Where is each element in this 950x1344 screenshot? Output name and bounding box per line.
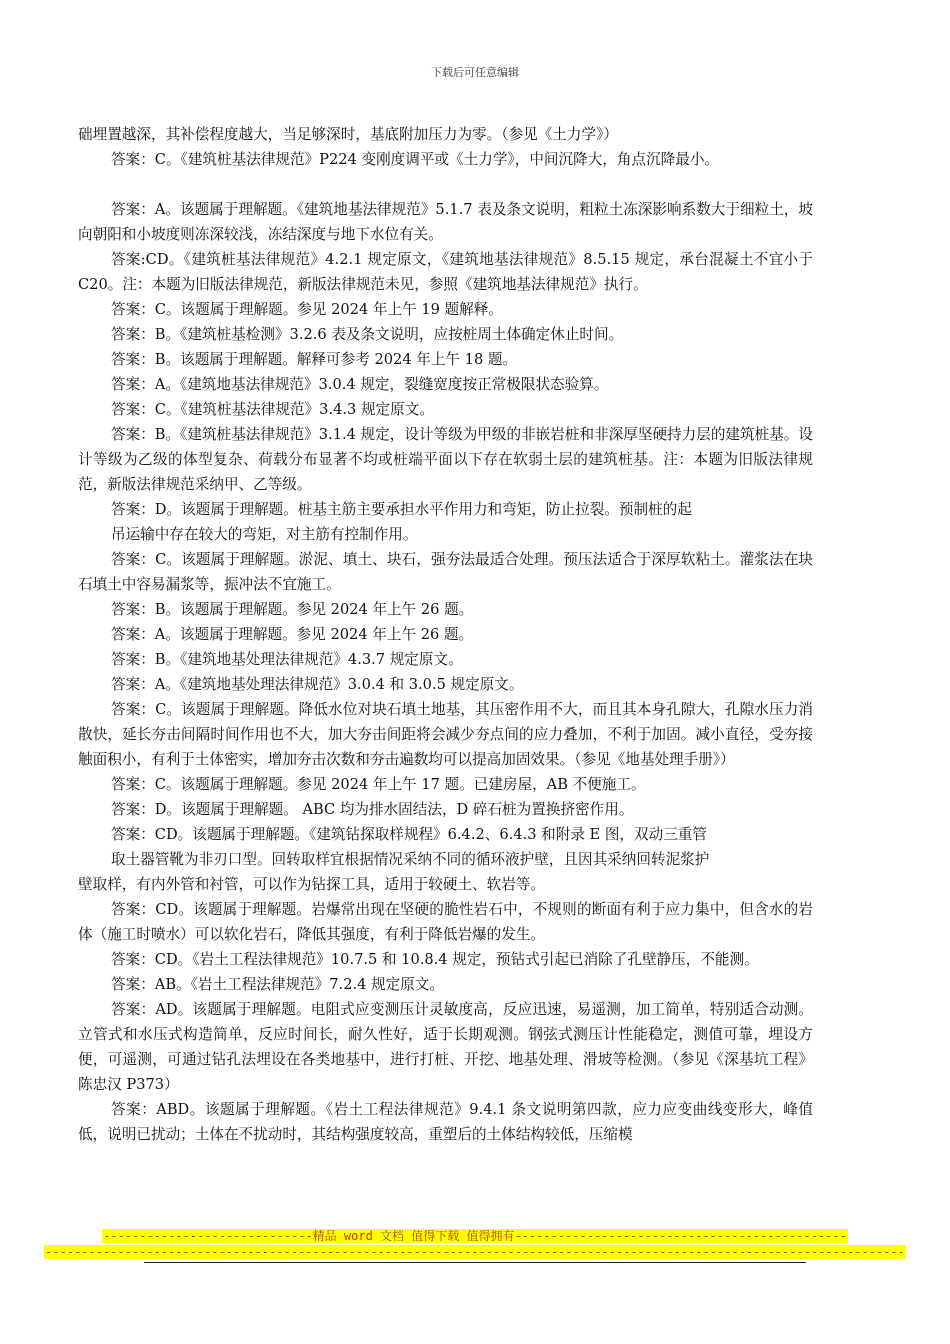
footer-dashes: [0, 1245, 950, 1259]
answer-paragraph: 答案：B。该题属于理解题。参见 2024 年上午 26 题。: [111, 601, 474, 618]
answer-paragraph: 答案：CD。该题属于理解题。岩爆常出现在坚硬的脆性岩石中，不规则的断面有利于应力集中，但含水的岩体（施工时喷水）可以软化岩石，降低其强度，有利于降低岩爆的发生。: [78, 901, 813, 943]
answer-paragraph: 答案：A。该题属于理解题。参见 2024 年上午 26 题。: [111, 626, 474, 643]
document-body: [78, 122, 813, 1147]
footer-rule: [144, 1262, 806, 1263]
answer-paragraph: 答案：CD。《岩土工程法律规范》10.7.5 和 10.8.4 规定，预钻式引起已消除了孔壁静压，不能测。: [111, 951, 759, 968]
answer-paragraph: 答案:CD。《建筑桩基法律规范》4.2.1 规定原文，《建筑地基法律规范》8.5.15 规定，承台混凝土不宜小于 C20。注：本题为旧版法律规范，新版法律规范未见，参照《建筑地基法律规范》执行。: [78, 251, 813, 293]
answer-paragraph: 答案：C。《建筑桩基法律规范》3.4.3 规定原文。: [111, 401, 434, 418]
answer-paragraph: 答案：A。《建筑地基法律规范》3.0.4 规定，裂缝宽度按正常极限状态验算。: [111, 376, 609, 393]
answer-paragraph: 答案：D。该题属于理解题。 ABC 均为排水固结法，D 碎石桩为置换挤密作用。: [111, 801, 634, 818]
answer-paragraph: 答案：CD。该题属于理解题。《建筑钻探取样规程》6.4.2、6.4.3 和附录 E 图，双动三重管: [111, 826, 707, 843]
answer-paragraph: 答案：AD。该题属于理解题。电阻式应变测压计灵敏度高，反应迅速，易遥测，加工简单，特别适合动测。立管式和水压式构造简单，反应时间长，耐久性好，适于长期观测。钢弦式测压计性能稳定，测值可靠，埋设方便，可遥测，可通过钻孔法埋设在各类地基中，进行打桩、开挖、地基处理、滑坡等检测。（参见《深基坑工程》陈忠汉 P373）: [78, 1001, 813, 1093]
page-header: 下载后可任意编辑: [431, 66, 519, 79]
answer-paragraph: 答案：B。《建筑桩基检测》3.2.6 表及条文说明，应按桩周土体确定休止时间。: [111, 326, 624, 343]
answer-paragraph: 答案：C。该题属于理解题。降低水位对块石填土地基，其压密作用不大，而且其本身孔隙大，孔隙水压力消散快，延长夯击间隔时间作用也不大，加大夯击间距将会减少夯点间的应力叠加，不利于加固。减小直径，受夯接触面积小，有利于土体密实，增加夯击次数和夯击遍数均可以提高加固效果。（参见《地基处理手册》）: [78, 701, 813, 768]
footer-banner-text: -----------------------------精品 word 文档 值得下载 值得拥有----------------------------------------------: [103, 1229, 847, 1243]
answer-paragraph: 答案：B。该题属于理解题。解释可参考 2024 年上午 18 题。: [111, 351, 518, 368]
answer-paragraph: 答案：ABD。该题属于理解题。《岩土工程法律规范》9.4.1 条文说明第四款，应力应变曲线变形大，峰值低，说明已扰动；土体在不扰动时，其结构强度较高，重塑后的土体结构较低，压缩模: [78, 1101, 813, 1143]
footer-dashes-text: -----------------------------------------------------------------------------------------------------------------------: [45, 1245, 905, 1259]
answer-paragraph: 答案：A。《建筑地基处理法律规范》3.0.4 和 3.0.5 规定原文。: [111, 676, 524, 693]
answer-paragraph: 答案：B。《建筑桩基法律规范》3.1.4 规定，设计等级为甲级的非嵌岩桩和非深厚坚硬持力层的建筑桩基。设计等级为乙级的体型复杂、荷载分布显著不均或桩端平面以下存在软弱土层的建筑桩基。注：本题为旧版法律规范，新版法律规范采纳甲、乙等级。: [78, 426, 813, 493]
answer-paragraph: 答案：C。该题属于理解题。参见 2024 年上午 19 题解释。: [111, 301, 503, 318]
footer-banner: [0, 1229, 950, 1243]
answer-paragraph: 答案：B。《建筑地基处理法律规范》4.3.7 规定原文。: [111, 651, 463, 668]
answer-paragraph: 答案：AB。《岩土工程法律规范》7.2.4 规定原文。: [111, 976, 445, 993]
blank-line: [78, 172, 813, 197]
answer-paragraph: 吊运输中存在较大的弯矩，对主筋有控制作用。: [111, 526, 418, 543]
answer-paragraph: 答案：A。该题属于理解题。《建筑地基法律规范》5.1.7 表及条文说明，粗粒土冻深影响系数大于细粒土，坡向朝阳和小坡度则冻深较浅，冻结深度与地下水位有关。: [78, 201, 813, 243]
answer-paragraph: 础埋置越深，其补偿程度越大，当足够深时，基底附加压力为零。（参见《土力学》）: [78, 126, 618, 143]
answer-paragraph: 答案：C。《建筑桩基法律规范》P224 变刚度调平或《土力学》，中间沉降大，角点沉降最小。: [111, 151, 720, 168]
answer-paragraph: 答案：D。该题属于理解题。桩基主筋主要承担水平作用力和弯矩，防止拉裂。预制桩的起: [111, 501, 692, 518]
answer-paragraph: 答案：C。该题属于理解题。参见 2024 年上午 17 题。已建房屋，AB 不便施工。: [111, 776, 646, 793]
answer-paragraph: 壁取样，有内外管和衬管，可以作为钻探工具，适用于较硬土、软岩等。: [78, 876, 546, 893]
answer-paragraph: 答案：C。该题属于理解题。淤泥、填土、块石，强夯法最适合处理。预压法适合于深厚软粘土。灌浆法在块石填土中容易漏浆等，振冲法不宜施工。: [78, 551, 813, 593]
answer-paragraph: 取土器管靴为非刃口型。回转取样宜根据情况采纳不同的循环液护壁，且因其采纳回转泥浆护: [111, 851, 710, 868]
